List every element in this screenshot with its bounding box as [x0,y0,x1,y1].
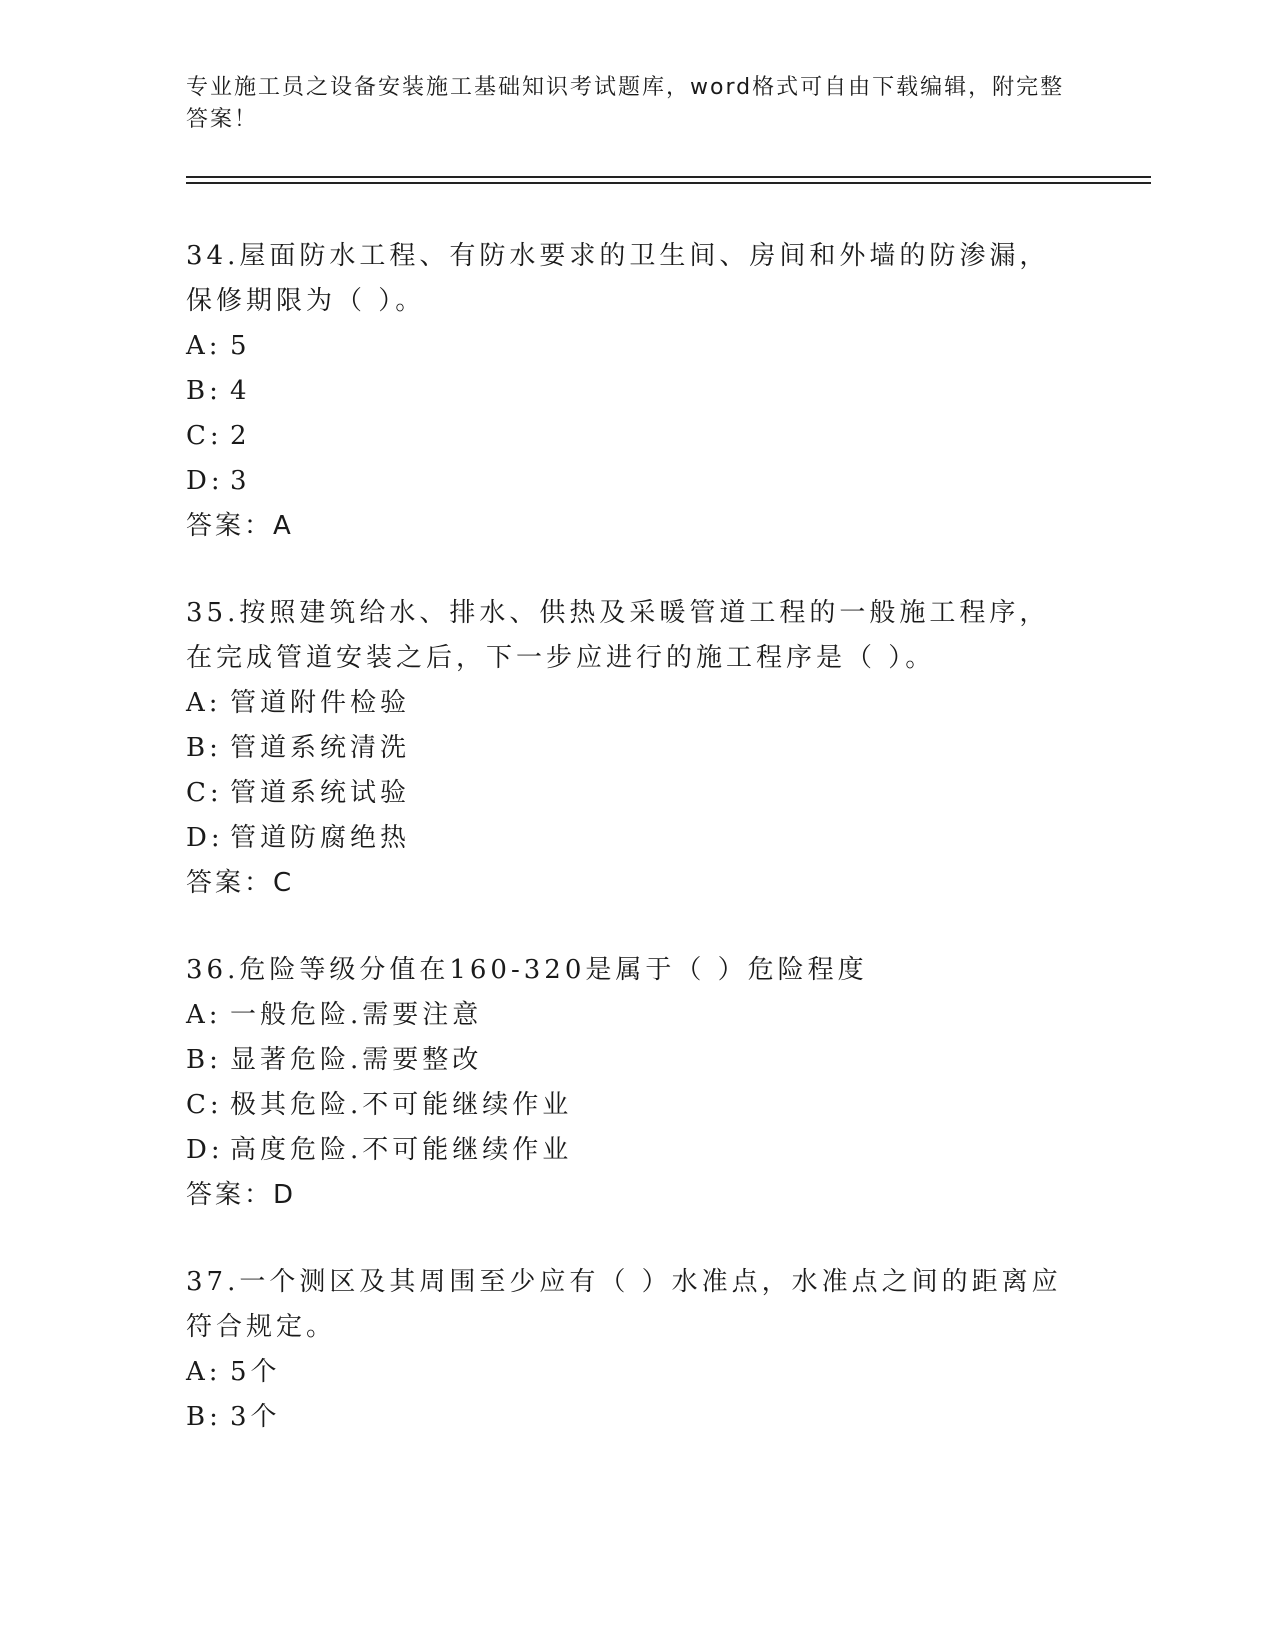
option-text: 5个 [230,1357,281,1387]
option-text: 3 [230,466,251,496]
option-text: 管道系统试验 [230,778,411,808]
option-text: 4 [230,376,251,406]
option-text: 极其危险.不可能继续作业 [230,1090,573,1120]
option-b [186,726,1066,771]
option-letter: C: [186,778,223,808]
question-36 [186,948,1066,1218]
option-text: 管道系统清洗 [230,733,411,763]
option-c [186,414,1066,459]
header-divider-top [186,176,1151,178]
question-list [186,234,1066,1482]
option-text: 显著危险.需要整改 [230,1045,483,1075]
option-d [186,459,1066,504]
question-text: 37.一个测区及其周围至少应有（ ）水准点，水准点之间的距离应符合规定。 [186,1267,1062,1342]
option-a [186,1350,1066,1395]
question-text: 34.屋面防水工程、有防水要求的卫生间、房间和外墙的防渗漏，保修期限为（ ）。 [186,241,1050,316]
option-letter: D: [186,1135,224,1165]
question-34 [186,234,1066,549]
option-c [186,771,1066,816]
option-letter: A: [186,331,222,361]
option-text: 2 [230,421,251,451]
option-letter: C: [186,421,223,451]
answer-label: 答案：C [186,868,295,898]
option-b [186,1395,1066,1440]
question-text: 36.危险等级分值在160-320是属于（ ）危险程度 [186,955,868,985]
option-text: 5 [230,331,251,361]
option-letter: A: [186,1357,222,1387]
option-text: 3个 [230,1402,281,1432]
option-letter: D: [186,466,224,496]
option-c [186,1083,1066,1128]
option-a [186,324,1066,369]
option-text: 一般危险.需要注意 [230,1000,483,1030]
option-letter: A: [186,1000,222,1030]
answer-label: 答案：A [186,511,294,541]
option-d [186,816,1066,861]
option-a [186,993,1066,1038]
option-letter: A: [186,688,222,718]
option-letter: B: [186,376,222,406]
question-35 [186,591,1066,906]
answer-label: 答案：D [186,1180,297,1210]
option-letter: B: [186,1402,222,1432]
option-letter: B: [186,733,222,763]
option-b [186,369,1066,414]
option-letter: D: [186,823,224,853]
option-text: 高度危险.不可能继续作业 [230,1135,573,1165]
option-text: 管道防腐绝热 [230,823,411,853]
question-text: 35.按照建筑给水、排水、供热及采暖管道工程的一般施工程序，在完成管道安装之后，下一步应进行的施工程序是（ ）。 [186,598,1050,673]
option-d [186,1128,1066,1173]
question-37 [186,1260,1066,1440]
option-letter: B: [186,1045,222,1075]
option-b [186,1038,1066,1083]
option-a [186,681,1066,726]
option-text: 管道附件检验 [230,688,411,718]
option-letter: C: [186,1090,223,1120]
header-divider-bottom [186,182,1151,184]
document-header: 专业施工员之设备安装施工基础知识考试题库，word格式可自由下载编辑，附完整答案！ [186,75,1065,132]
